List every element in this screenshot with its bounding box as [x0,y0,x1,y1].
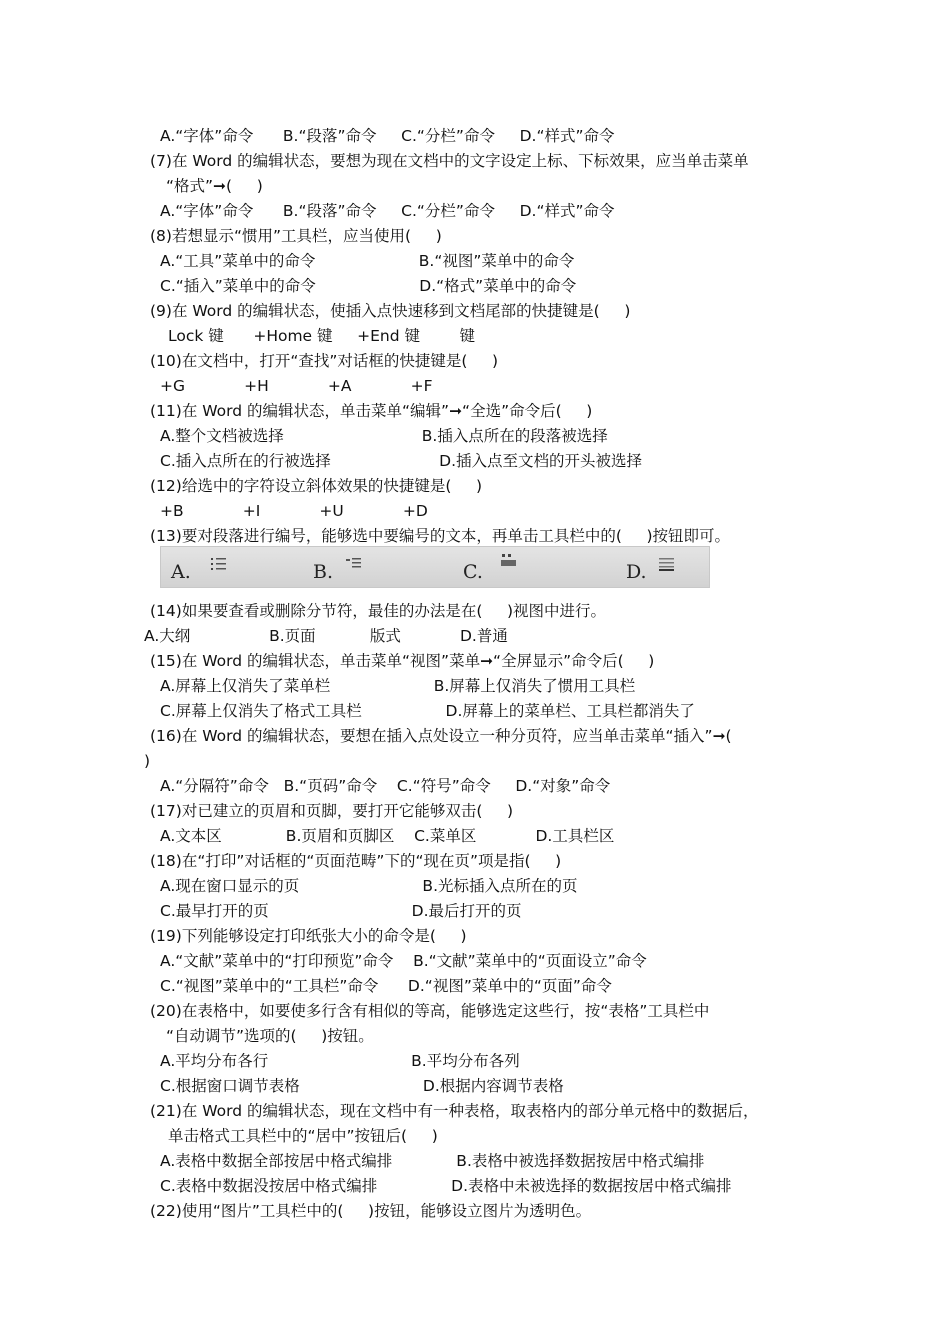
option-label: B. [313,561,334,583]
question-12: (12)给选中的字符设立斜体效果的快捷键是( ) [150,477,483,495]
text-line: A.文本区 B.页眉和页脚区 C.菜单区 D.工具栏区 [160,827,615,845]
text-line: “自动调节”选项的( )按钮。 [166,1027,374,1045]
question-14: (14)如果要查看或删除分节符，最佳的办法是在( )视图中进行。 [150,602,607,620]
text-line: A.大纲 B.页面 版式 D.普通 [144,627,508,645]
question-18: (18)在“打印”对话框的“页面范畴”下的“现在页”项是指( ) [150,852,562,870]
question-10: (10)在文档中，打开“查找”对话框的快捷键是( ) [150,352,499,370]
question-20: (20)在表格中，如要使多行含有相似的等高，能够选定这些行，按“表格”工具栏中 [150,1002,710,1020]
text-line: A.整个文档被选择 B.插入点所在的段落被选择 [160,427,608,445]
text-line: A.“文献”菜单中的“打印预览”命令 B.“文献”菜单中的“页面设立”命令 [160,952,647,970]
text-line: C.屏幕上仅消失了格式工具栏 D.屏幕上的菜单栏、工具栏都消失了 [160,702,695,720]
text-line: +B +I +U +D [160,502,428,520]
text-line: C.最早打开的页 D.最后打开的页 [160,902,522,920]
indent-icon [346,557,362,571]
text-line: C.“插入”菜单中的命令 D.“格式”菜单中的命令 [160,277,577,295]
text-line: 单击格式工具栏中的“居中”按钮后( ) [168,1127,438,1145]
question-19: (19)下列能够设定打印纸张大小的命令是( ) [150,927,467,945]
text-line: A.“字体”命令 B.“段落”命令 C.“分栏”命令 D.“样式”命令 [160,127,615,145]
text-line: C.根据窗口调节表格 D.根据内容调节表格 [160,1077,564,1095]
question-8: (8)若想显示“惯用”工具栏，应当使用( ) [150,227,442,245]
text-line: C.表格中数据没按居中格式编排 D.表格中未被选择的数据按居中格式编排 [160,1177,732,1195]
option-label: C. [463,561,483,583]
text-line: A.屏幕上仅消失了菜单栏 B.屏幕上仅消失了惯用工具栏 [160,677,636,695]
text-line: A.“工具”菜单中的命令 B.“视图”菜单中的命令 [160,252,575,270]
text-line: C.插入点所在的行被选择 D.插入点至文档的开头被选择 [160,452,643,470]
text-line: A.“分隔符”命令 B.“页码”命令 C.“符号”命令 D.“对象”命令 [160,777,611,795]
text-line: +G +H +A +F [160,377,433,395]
question-13: (13)要对段落进行编号，能够选中要编号的文本，再单击工具栏中的( )按钮即可。 [150,527,731,545]
question-16: (16)在 Word 的编辑状态，要想在插入点处设立一种分页符，应当单击菜单“插入”➞( [150,727,732,745]
question-9: (9)在 Word 的编辑状态，使插入点快速移到文档尾部的快捷键是( ) [150,302,631,320]
toolbar-button-options-image [160,546,710,588]
text-line: A.表格中数据全部按居中格式编排 B.表格中被选择数据按居中格式编排 [160,1152,705,1170]
numbering-icon [211,557,227,571]
text-line: “格式”➞( ) [166,177,263,195]
text-line: A.“字体”命令 B.“段落”命令 C.“分栏”命令 D.“样式”命令 [160,202,615,220]
question-11: (11)在 Word 的编辑状态，单击菜单“编辑”➞“全选”命令后( ) [150,402,593,420]
text-line: C.“视图”菜单中的“工具栏”命令 D.“视图”菜单中的“页面”命令 [160,977,612,995]
border-icon [659,557,675,571]
question-15: (15)在 Word 的编辑状态，单击菜单“视图”菜单➞“全屏显示”命令后( ) [150,652,655,670]
text-line: A.现在窗口显示的页 B.光标插入点所在的页 [160,877,578,895]
option-label: D. [626,561,647,583]
question-17: (17)对已建立的页眉和页脚，要打开它能够双击( ) [150,802,514,820]
text-line: ) [144,752,151,770]
question-7: (7)在 Word 的编辑状态，要想为现在文档中的文字设定上标、下标效果，应当单击菜单 [150,152,749,170]
option-label: A. [171,561,191,583]
text-line: Lock 键 +Home 键 +End 键 键 [168,327,475,345]
text-line: A.平均分布各行 B.平均分布各列 [160,1052,520,1070]
columns-icon [501,553,517,567]
question-21: (21)在 Word 的编辑状态，现在文档中有一种表格，取表格内的部分单元格中的数据后， [150,1102,759,1120]
question-22: (22)使用“图片”工具栏中的( )按钮，能够设立图片为透明色。 [150,1202,592,1220]
